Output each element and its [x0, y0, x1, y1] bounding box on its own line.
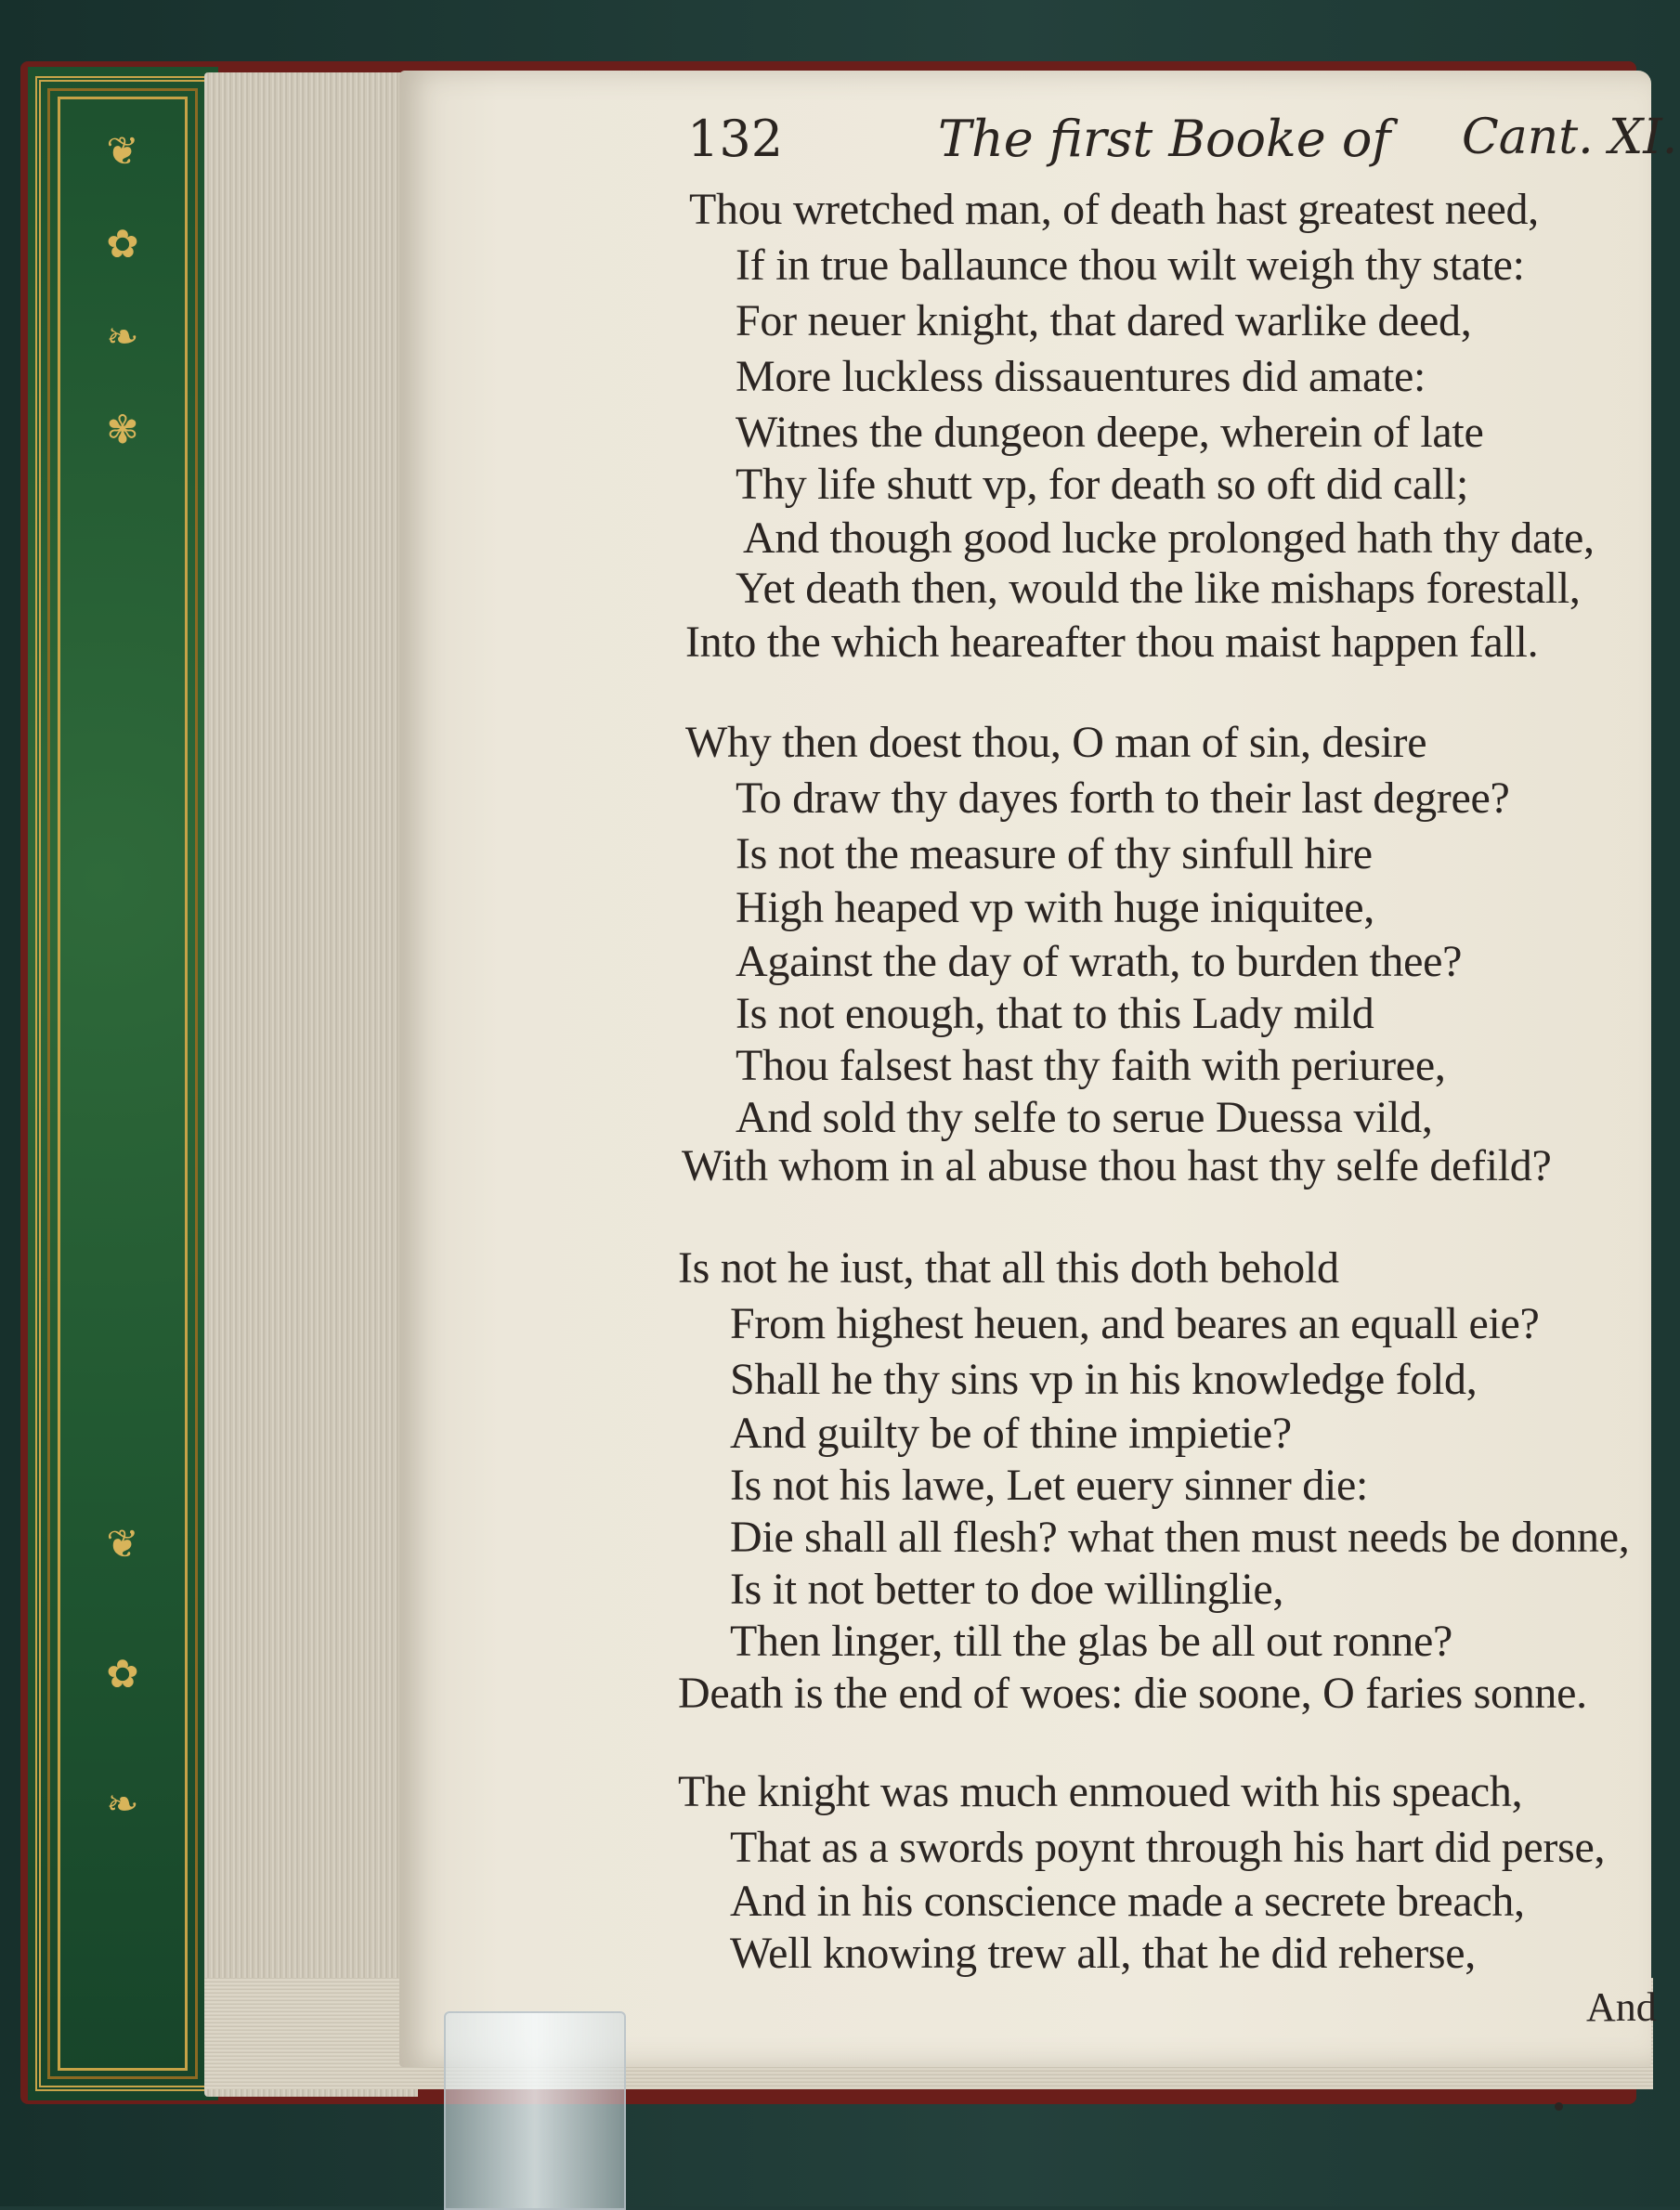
folio-number: 132 — [687, 110, 784, 168]
verse-line: Why then doest thou, O man of sin, desire — [685, 718, 1427, 767]
verse-line: High heaped vp with huge iniquitee, — [736, 883, 1375, 932]
page-block-edge — [204, 72, 418, 2097]
page-weight-clip — [444, 2011, 626, 2210]
verse-line: More luckless dissauentures did amate: — [736, 352, 1426, 401]
verse-line: Is not his lawe, Let euery sinner die: — [730, 1461, 1369, 1510]
verse-line: Into the which heareafter thou maist happen fall. — [685, 618, 1539, 667]
verse-line: And though good lucke prolonged hath thy date, — [743, 514, 1595, 563]
verse-line: Witnes the dungeon deepe, wherein of late — [736, 408, 1484, 457]
ornament-icon: ❧ — [106, 1781, 139, 1826]
verse-line: Thy life shutt vp, for death so oft did call; — [736, 460, 1469, 509]
verse-line: Is not enough, that to this Lady mild — [736, 989, 1374, 1038]
verse-line: Death is the end of woes: die soone, O faries sonne. — [678, 1669, 1587, 1718]
ornament-icon: ❦ — [106, 128, 139, 174]
verse-line: The knight was much enmoued with his speach, — [678, 1767, 1523, 1816]
verse-line: Is not he iust, that all this doth behold — [678, 1243, 1339, 1293]
verse-line: From highest heuen, and beares an equall eie? — [730, 1299, 1540, 1348]
ornament-icon: ❧ — [106, 314, 139, 359]
verse-line: Yet death then, would the like mishaps forestall, — [736, 564, 1581, 613]
verse-line: That as a swords poynt through his hart did perse, — [730, 1823, 1606, 1872]
verse-line: Against the day of wrath, to burden thee? — [736, 937, 1463, 986]
ornament-icon: ✾ — [106, 407, 139, 452]
verse-line: Is not the measure of thy sinfull hire — [736, 829, 1373, 878]
verse-line: Then linger, till the glas be all out ronne? — [730, 1617, 1452, 1666]
verse-line: Shall he thy sins vp in his knowledge fold, — [730, 1355, 1478, 1404]
ornament-icon: ❦ — [106, 1521, 139, 1566]
running-title: The first Booke of — [938, 110, 1391, 168]
verse-line: With whom in al abuse thou hast thy selfe defild? — [682, 1141, 1552, 1190]
verse-line: If in true ballaunce thou wilt weigh thy state: — [736, 240, 1525, 290]
verse-line: Thou falsest hast thy faith with periuree, — [736, 1041, 1446, 1090]
verse-line: To draw thy dayes forth to their last degree? — [736, 774, 1510, 823]
verse-line: Thou wretched man, of death hast greatest need, — [689, 185, 1539, 234]
ornament-icon: ✿ — [106, 221, 139, 266]
verse-line: Well knowing trew all, that he did reherse, — [730, 1929, 1476, 1978]
ink-dot — [1555, 2102, 1563, 2111]
catchword: And — [1586, 1984, 1657, 2030]
verse-line: For neuer knight, that dared warlike deed, — [736, 296, 1472, 345]
gilt-inner-border — [58, 97, 188, 2071]
verse-line: Is it not better to doe willinglie, — [730, 1565, 1284, 1614]
ornament-icon: ✿ — [106, 1651, 139, 1696]
verse-line: And sold thy selfe to serue Duessa vild, — [736, 1093, 1433, 1142]
canto-label: Cant. XI. — [1462, 110, 1678, 165]
verse-line: And in his conscience made a secrete breach, — [730, 1877, 1525, 1926]
verse-line: And guilty be of thine impietie? — [730, 1409, 1292, 1458]
verse-line: Die shall all flesh? what then must needs be donne, — [730, 1513, 1630, 1562]
